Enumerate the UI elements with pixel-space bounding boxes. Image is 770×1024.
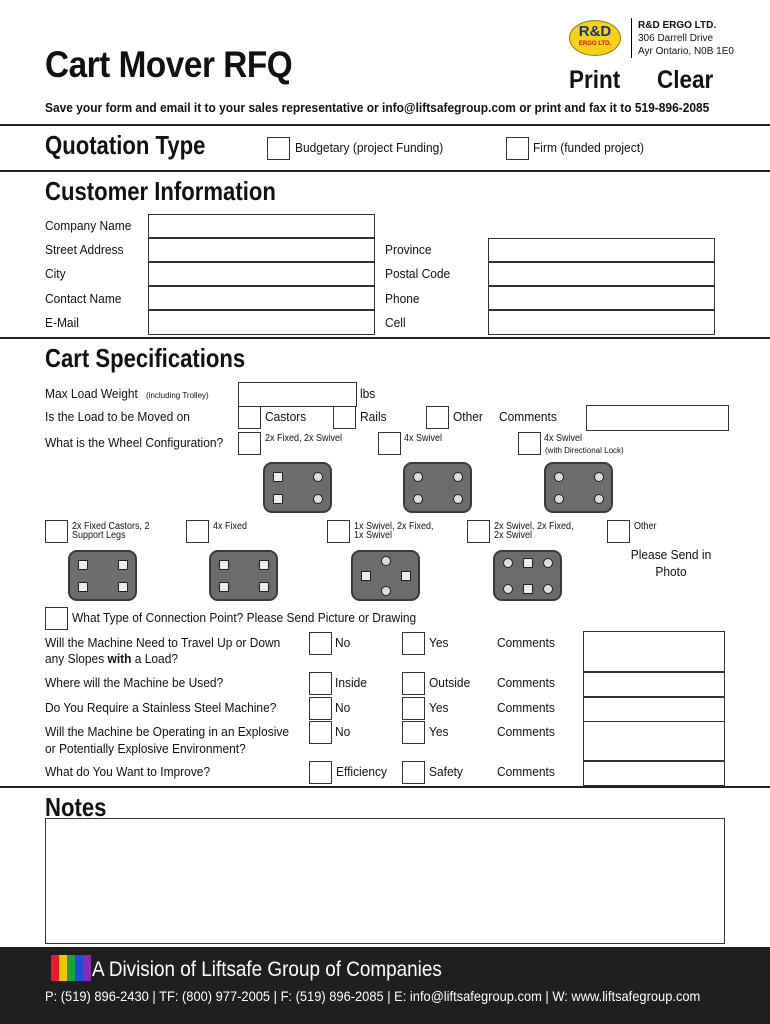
street-address-field[interactable] [148,238,375,262]
wheel-option-label: 4x Swivel [404,433,443,444]
divider [631,18,632,58]
wheel-diagram-6wheel [493,550,562,601]
outside-label: Outside [429,675,471,690]
divider [0,124,770,126]
load-comments-field[interactable] [586,405,729,431]
inside-label: Inside [335,675,367,690]
logo-subtext: ERGO LTD. [578,41,612,47]
wheel-option-label: 2x Fixed Castors, 2 [72,521,150,532]
print-button[interactable]: Print [569,66,621,94]
budgetary-checkbox[interactable] [267,137,290,160]
firm-checkbox[interactable] [506,137,529,160]
contact-name-field[interactable] [148,286,375,310]
wheel-option-checkbox[interactable] [327,520,350,543]
other-checkbox[interactable] [426,406,449,429]
section-heading-notes: Notes [45,792,107,822]
no-label: No [335,635,351,650]
budgetary-label: Budgetary (project Funding) [295,140,444,155]
wheel-diagram-4swivel [403,462,472,513]
wheel-option-checkbox[interactable] [378,432,401,455]
wheel-option-note: 2x Swivel [494,530,533,541]
divider [0,786,770,788]
safety-checkbox[interactable] [402,761,425,784]
where-used-comments-field[interactable] [583,672,725,697]
where-used-question: Where will the Machine be Used? [45,675,224,690]
slopes-question-line2: any Slopes with a Load? [45,651,179,666]
explosive-question: Will the Machine be Operating in an Explosive [45,724,289,739]
footer-division: A Division of Liftsafe Group of Companies [92,958,442,981]
wheel-option-label: 2x Fixed, 2x Swivel [265,433,343,444]
notes-field[interactable] [45,818,725,944]
wheel-option-note: Support Legs [72,530,126,541]
explosive-no-checkbox[interactable] [309,721,332,744]
section-heading-customer: Customer Information [45,176,276,206]
phone-label: Phone [385,291,420,306]
no-label: No [335,724,351,739]
rails-checkbox[interactable] [333,406,356,429]
contact-name-label: Contact Name [45,291,122,306]
wheel-option-label: 2x Swivel, 2x Fixed, [494,521,574,532]
cell-label: Cell [385,315,406,330]
wheel-option-checkbox[interactable] [607,520,630,543]
yes-label: Yes [429,635,449,650]
improve-question: What do You Want to Improve? [45,764,211,779]
liftsafe-logo [51,955,59,981]
slopes-question: Will the Machine Need to Travel Up or Down [45,635,281,650]
company-name: R&D ERGO LTD. [638,20,717,31]
wheel-option-note: (with Directional Lock) [545,446,624,455]
explosive-comments-field[interactable] [583,721,725,761]
wheel-option-label: Other [634,521,657,532]
wheel-config-label: What is the Wheel Configuration? [45,435,224,450]
city-label: City [45,266,66,281]
divider [0,170,770,172]
stainless-comments-field[interactable] [583,697,725,722]
send-photo-note: Please Send in Photo [630,547,712,579]
clear-button[interactable]: Clear [657,66,714,94]
max-load-field[interactable] [238,382,357,407]
company-name-label: Company Name [45,218,132,233]
comments-label: Comments [497,764,555,779]
explosive-question-line2: or Potentially Explosive Environment? [45,741,246,756]
logo-text: R&D [578,23,612,40]
page-title: Cart Mover RFQ [45,44,293,85]
wheel-option-label: 1x Swivel, 2x Fixed, [354,521,434,532]
yes-label: Yes [429,700,449,715]
slopes-yes-checkbox[interactable] [402,632,425,655]
stainless-question: Do You Require a Stainless Steel Machine? [45,700,277,715]
explosive-yes-checkbox[interactable] [402,721,425,744]
comments-label: Comments [497,675,555,690]
outside-checkbox[interactable] [402,672,425,695]
castors-checkbox[interactable] [238,406,261,429]
rails-label: Rails [360,409,387,424]
phone-field[interactable] [488,286,715,310]
postal-code-field[interactable] [488,262,715,286]
email-label: E-Mail [45,315,79,330]
company-name-field[interactable] [148,214,375,238]
max-load-note: (including Trolley) [146,391,209,400]
liftsafe-logo [75,955,83,981]
section-heading-cart: Cart Specifications [45,343,246,373]
wheel-diagram-4swivel-lock [544,462,613,513]
wheel-option-checkbox[interactable] [467,520,490,543]
wheel-option-checkbox[interactable] [518,432,541,455]
instructions-text: Save your form and email it to your sales representative or info@liftsafegroup.com or print and fax it to 519-896-2085 [45,100,710,115]
connection-point-checkbox[interactable] [45,607,68,630]
connection-point-label: What Type of Connection Point? Please Send Picture or Drawing [72,610,417,625]
wheel-diagram-2fixed-legs [68,550,137,601]
divider [0,337,770,339]
city-field[interactable] [148,262,375,286]
lbs-unit: lbs [360,386,376,401]
wheel-diagram-2fixed-2swivel [263,462,332,513]
wheel-option-note: 1x Swivel [354,530,393,541]
no-label: No [335,700,351,715]
postal-code-label: Postal Code [385,266,451,281]
comments-label: Comments [497,724,555,739]
stainless-no-checkbox[interactable] [309,697,332,720]
inside-checkbox[interactable] [309,672,332,695]
efficiency-checkbox[interactable] [309,761,332,784]
province-field[interactable] [488,238,715,262]
wheel-diagram-4fixed [209,550,278,601]
wheel-option-checkbox[interactable] [186,520,209,543]
email-field[interactable] [148,310,375,335]
province-label: Province [385,242,432,257]
address-line-2: Ayr Ontario, N0B 1E0 [638,46,734,57]
comments-label: Comments [499,409,557,424]
slopes-comments-field[interactable] [583,631,725,672]
liftsafe-logo [59,955,67,981]
comments-label: Comments [497,700,555,715]
slopes-no-checkbox[interactable] [309,632,332,655]
wheel-option-label: 4x Fixed [213,521,248,532]
section-heading-quotation: Quotation Type [45,130,206,160]
efficiency-label: Efficiency [336,764,387,779]
firm-label: Firm (funded project) [533,140,645,155]
wheel-option-checkbox[interactable] [238,432,261,455]
yes-label: Yes [429,724,449,739]
street-address-label: Street Address [45,242,124,257]
wheel-option-checkbox[interactable] [45,520,68,543]
liftsafe-logo [67,955,75,981]
wheel-option-label: 4x Swivel [544,433,583,444]
footer-contact: P: (519) 896-2430 | TF: (800) 977-2005 | F: (519) 896-2085 | E: info@liftsafegroup.com | W: www.liftsafegroup.com [45,988,701,1004]
max-load-label: Max Load Weight [45,386,138,401]
stainless-yes-checkbox[interactable] [402,697,425,720]
company-address [638,19,734,58]
address-line-1: 306 Darrell Drive [638,33,714,44]
liftsafe-logo [83,955,91,981]
comments-label: Comments [497,635,555,650]
cell-field[interactable] [488,310,715,335]
safety-label: Safety [429,764,463,779]
improve-comments-field[interactable] [583,761,725,786]
castors-label: Castors [265,409,307,424]
moved-on-label: Is the Load to be Moved on [45,409,190,424]
other-label: Other [453,409,483,424]
wheel-diagram-diamond [351,550,420,601]
